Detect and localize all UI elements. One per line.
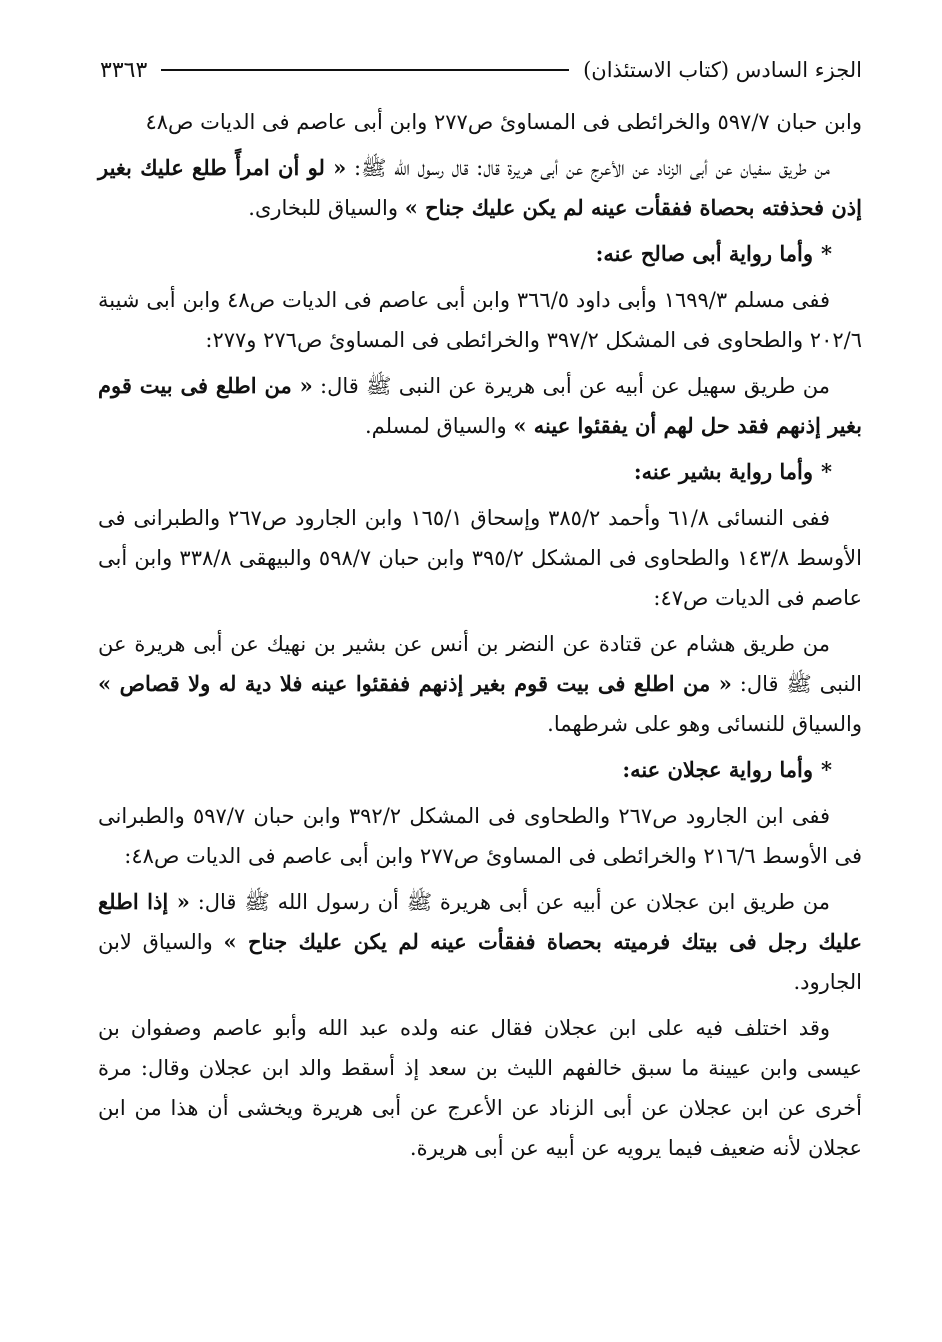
paragraph-8-intro: من طريق ابن عجلان عن أبيه عن أبى هريرة ﷺ أن رسول الله ﷺ قال: xyxy=(197,890,831,914)
header-rule xyxy=(161,69,569,71)
paragraph-9-text: وقد اختلف فيه على ابن عجلان فقال عنه ولده عبد الله وأبو عاصم وصفوان بن عيسى وابن عيينة ما سبق خالفهم الليث بن سعد إذ أسقط والد ابن عجلان وقال: مرة أخرى عن ابن عجلان عن أبى الزناد عن الأعرج عن أبى هريرة ويخشى أن هذا من ابن عجلان لأنه ضعيف فيما يرويه عن أبيه عن أبى هريرة. xyxy=(98,1016,862,1160)
paragraph-8 xyxy=(98,882,862,1002)
star-icon: * xyxy=(821,459,832,484)
paragraph-3-text: ففى مسلم ١٦٩٩/٣ وأبى داود ٣٦٦/٥ وابن أبى عاصم فى الديات ص٤٨ وابن أبى شيبة ٢٠٢/٦ والطحاوى فى المشكل ٣٩٧/٢ والخرائطى فى المساوئ ص٢٧٦ و٢٧٧: xyxy=(98,288,862,352)
section-heading-text: وأما رواية عجلان عنه: xyxy=(622,757,814,782)
running-header xyxy=(100,52,862,88)
paragraph-2-tail: والسياق للبخارى. xyxy=(248,196,398,220)
section-heading-bashir xyxy=(98,452,832,492)
paragraph-4-tail: والسياق لمسلم. xyxy=(364,414,507,438)
paragraph-6-tail: والسياق للنسائى وهو على شرطهما. xyxy=(547,712,862,736)
paragraph-2 xyxy=(98,148,862,228)
paragraph-5-text: ففى النسائى ٦١/٨ وأحمد ٣٨٥/٢ وإسحاق ١٦٥/١ وابن الجارود ص٢٦٧ والطبرانى فى الأوسط ١٤٣/٨ والطحاوى فى المشكل ٣٩٥/٢ وابن حبان ٥٩٨/٧ والبيهقى ٣٣٨/٨ وابن أبى عاصم فى الديات ص٤٧: xyxy=(98,506,862,610)
paragraph-9 xyxy=(98,1008,862,1168)
hadith-quote-1: « لو أن امرأً طلع عليك بغير إذن فحذفته بحصاة ففقأت عينه لم يكن عليك جناح » xyxy=(98,155,862,220)
header-title: الجزء السادس (كتاب الاستئذان) xyxy=(583,58,862,82)
hadith-quote-3: « من اطلع فى بيت قوم بغير إذنهم ففقئوا عينه فلا دية له ولا قصاص » xyxy=(98,671,732,696)
section-heading-text: وأما رواية بشير عنه: xyxy=(633,459,814,484)
paragraph-4-intro: من طريق سهيل عن أبيه عن أبى هريرة عن النبى ﷺ قال: xyxy=(320,374,830,398)
paragraph-1 xyxy=(98,102,862,142)
hadith-quote-2: « من اطلع فى بيت قوم بغير إذنهم فقد حل لهم أن يفقئوا عينه » xyxy=(98,373,862,438)
star-icon: * xyxy=(821,757,832,782)
paragraph-2-intro: من طريق سفيان عن أبى الزناد عن الأعرج عن أبى هريرة قال: قال رسول الله ﷺ: xyxy=(354,156,830,180)
paragraph-1-text: وابن حبان ٥٩٧/٧ والخرائطى فى المساوئ ص٢٧٧ وابن أبى عاصم فى الديات ص٤٨ xyxy=(145,110,862,134)
paragraph-4 xyxy=(98,366,862,446)
paragraph-5 xyxy=(98,498,862,618)
page-body xyxy=(98,102,862,1174)
paragraph-7 xyxy=(98,796,862,876)
page-number: ٣٣٦٣ xyxy=(100,57,148,83)
star-icon: * xyxy=(821,241,832,266)
paragraph-6-intro: من طريق هشام عن قتادة عن النضر بن أنس عن بشير بن نهيك عن أبى هريرة عن النبى ﷺ قال: xyxy=(98,632,862,696)
paragraph-3 xyxy=(98,280,862,360)
paragraph-7-text: ففى ابن الجارود ص٢٦٧ والطحاوى فى المشكل ٣٩٢/٢ وابن حبان ٥٩٧/٧ والطبرانى فى الأوسط ٢١٦/٦ والخرائطى فى المساوئ ص٢٧٧ وابن أبى عاصم فى الديات ص٤٨: xyxy=(98,804,862,868)
section-heading-text: وأما رواية أبى صالح عنه: xyxy=(595,241,814,266)
paragraph-6 xyxy=(98,624,862,744)
section-heading-abu-salih xyxy=(98,234,832,274)
hadith-quote-4: « إذا اطلع عليك رجل فى بيتك فرميته بحصاة ففقأت عينه لم يكن عليك جناح » xyxy=(98,889,862,954)
paragraph-8-tail: والسياق لابن الجارود. xyxy=(98,930,862,994)
section-heading-ajlan xyxy=(98,750,832,790)
